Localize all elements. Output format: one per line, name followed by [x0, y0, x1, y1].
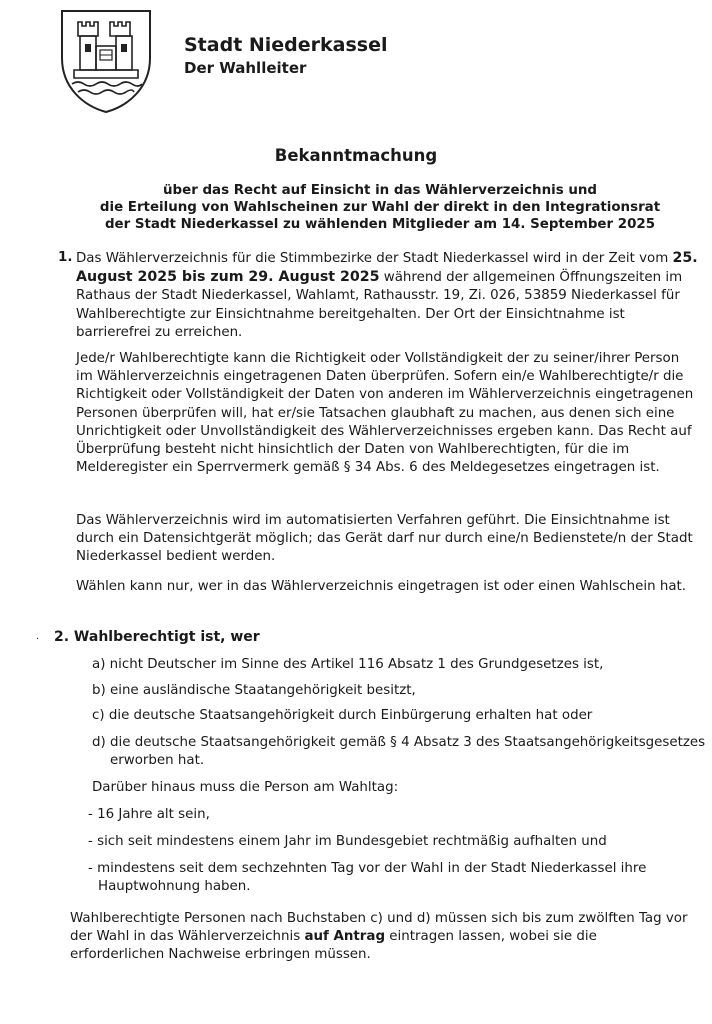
org-header [184, 34, 388, 78]
condition-item: - sich seit mindestens einem Jahr im Bundesgebiet rechtmäßig aufhalten und [88, 834, 607, 849]
section-1-paragraph-3: Das Wählerverzeichnis wird im automatisierten Verfahren geführt. Die Einsichtnahme ist durch ein Datensichtgerät möglich; das Gerät darf nur durch eine/n Bedienstete/n der Stadt Niederkassel bedient werden. [76, 513, 693, 565]
text-run: während der allgemeinen Öffnungszeiten im Rathaus der Stadt Niederkassel, Wahlamt, Rathausstr. 19, Zi. 026, 53859 Niederkassel für Wahlberechtigte zur Einsichtnahme bereitgehalten. Der Ort der Einsichtnahme ist barrierefrei zu erreichen. [76, 270, 683, 340]
org-subtitle: Der Wahlleiter [184, 59, 307, 77]
subtitle-line: über das Recht auf Einsicht in das Wählerverzeichnis und [163, 183, 597, 198]
conditions-intro: Darüber hinaus muss die Person am Wahltag: [92, 780, 399, 795]
page-title: Bekanntmachung [274, 146, 438, 165]
section-2-heading: 2. Wahlberechtigt ist, wer [54, 629, 260, 645]
list-item: c) die deutsche Staatsangehörigkeit durch Einbürgerung erhalten hat oder [92, 708, 593, 723]
list-item: a) nicht Deutscher im Sinne des Artikel 116 Absatz 1 des Grundgesetzes ist, [92, 657, 604, 672]
text-run: eintragen lassen, wobei sie die erforderlichen Nachweise erbringen müssen. [70, 929, 597, 963]
subtitle-line: die Erteilung von Wahlscheinen zur Wahl der direkt in den Integrationsrat [99, 200, 661, 215]
text-run: Das Wählerverzeichnis für die Stimmbezirke der Stadt Niederkassel wird in der Zeit vom [76, 251, 673, 266]
closing-paragraph [70, 910, 690, 965]
section-1-paragraph-1 [76, 249, 700, 342]
condition-item: - mindestens seit dem sechzehnten Tag vor der Wahl in der Stadt Niederkassel ihre Hauptwohnung haben. [88, 861, 647, 895]
text-run: Wahlberechtigte Personen nach Buchstaben c) und d) müssen sich bis zum zwölften Tag vor der Wahl in das Wählerverzeichnis [70, 911, 688, 945]
section-1-paragraph-4: Wählen kann nur, wer in das Wählerverzeichnis eingetragen ist oder einen Wahlschein hat. [76, 579, 687, 594]
subtitle [60, 182, 700, 233]
org-name: Stadt Niederkassel [184, 34, 388, 56]
inspection-period: 25. August 2025 bis zum 29. August 2025 [76, 250, 698, 286]
subtitle-line: der Stadt Niederkassel zu wählenden Mitglieder am 14. September 2025 [104, 217, 656, 232]
section-1-number: 1. [58, 250, 73, 265]
list-item: d) die deutsche Staatsangehörigkeit gemäß § 4 Absatz 3 des Staatsangehörigkeitsgesetzes erworben hat. [92, 735, 706, 769]
section-1-paragraph-2: Jede/r Wahlberechtigte kann die Richtigkeit oder Vollständigkeit der zu seiner/ihrer Person im Wählerverzeichnis eingetragenen Daten überprüfen. Sofern ein/e Wahlberechtigte/r die Richtigkeit oder Vollständigkeit der Daten von anderen im Wählerverzeichnis eingetragenen Personen überprüfen will, hat er/sie Tatsachen glaubhaft zu machen, aus denen sich eine Unrichtigkeit oder Unvollständigkeit des Wählerverzeichnisses ergeben kann. Das Recht auf Überprüfung besteht nicht hinsichtlich der Daten von Wahlberechtigten, für die im Melderegister ein Sperrvermerk gemäß § 34 Abs. 6 des Meldegesetzes eingetragen ist. [76, 351, 694, 476]
city-crest-logo [58, 8, 154, 114]
list-item: b) eine ausländische Staatangehörigkeit besitzt, [92, 683, 416, 698]
on-request-emphasis: auf Antrag [304, 929, 386, 945]
margin-mark: · [36, 634, 40, 645]
condition-item: - 16 Jahre alt sein, [88, 807, 210, 822]
